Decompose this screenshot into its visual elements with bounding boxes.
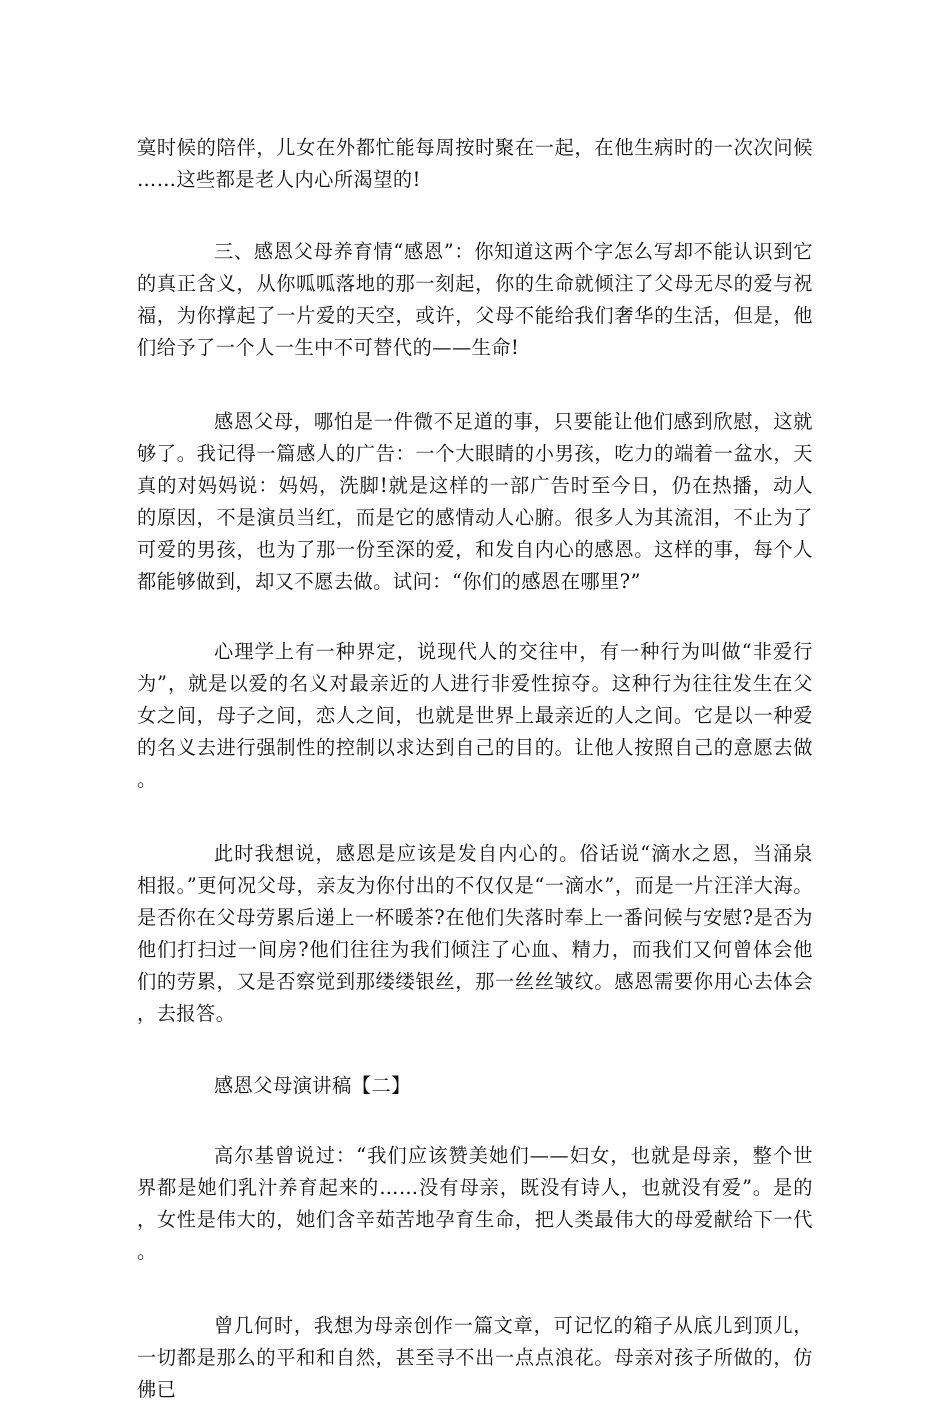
paragraph-continuation: 寞时候的陪伴，儿女在外都忙能每周按时聚在一起，在他生病时的一次次问候……这些都是老人内心所渴望的! <box>137 136 813 191</box>
paragraph-section-three: 三、感恩父母养育情“感恩”：你知道这两个字怎么写却不能认识到它的真正含义，从你呱呱落地的那一刻起，你的生命就倾注了父母无尽的爱与祝福，为你撑起了一片爱的天空，或许，父母不能给我们奢华的生活，但是，他们给予了一个人一生中不可替代的——生命! <box>137 240 813 359</box>
section-heading: 感恩父母演讲稿【二】 <box>214 1074 411 1097</box>
paragraph-gorky-quote: 高尔基曾说过：“我们应该赞美她们——妇女，也就是母亲，整个世界都是她们乳汁养育起来的……没有母亲，既没有诗人，也就没有爱”。是的，女性是伟大的，她们含辛茹苦地孕育生命，把人类最伟大的母爱献给下一代。 <box>137 1144 813 1263</box>
paragraph-gratitude: 此时我想说，感恩是应该是发自内心的。俗话说“滴水之恩，当涌泉相报。”更何况父母，亲友为你付出的不仅仅是“一滴水”，而是一片汪洋大海。是否你在父母劳累后递上一杯暖茶?在他们失落时奉上一番问候与安慰?是否为他们打扫过一间房?他们往往为我们倾注了心血、精力，而我们又何曾体会他们的劳累，又是否察觉到那缕缕银丝，那一丝丝皱纹。感恩需要你用心去体会，去报答。 <box>137 842 813 1025</box>
paragraph-psychology: 心理学上有一种界定，说现代人的交往中，有一种行为叫做“非爱行为”，就是以爱的名义对最亲近的人进行非爱性掠夺。这种行为往往发生在父女之间，母子之间，恋人之间，也就是世界上最亲近的人之间。它是以一种爱的名义去进行强制性的控制以求达到自己的目的。让他人按照自己的意愿去做。 <box>137 640 813 791</box>
document-body <box>137 132 813 1406</box>
paragraph-memory: 曾几何时，我想为母亲创作一篇文章，可记忆的箱子从底儿到顶儿，一切都是那么的平和和自然，甚至寻不出一点点浪花。母亲对孩子所做的，仿佛已 <box>137 1314 813 1401</box>
paragraph-advertisement: 感恩父母，哪怕是一件微不足道的事，只要能让他们感到欣慰，这就够了。我记得一篇感人的广告：一个大眼睛的小男孩，吃力的端着一盆水，天真的对妈妈说：妈妈，洗脚!就是这样的一部广告时至今日，仍在热播，动人的原因，不是演员当红，而是它的感情动人心腑。很多人为其流泪，不止为了可爱的男孩，也为了那一份至深的爱，和发自内心的感恩。这样的事，每个人都能够做到，却又不愿去做。试问：“你们的感恩在哪里?” <box>137 410 813 593</box>
